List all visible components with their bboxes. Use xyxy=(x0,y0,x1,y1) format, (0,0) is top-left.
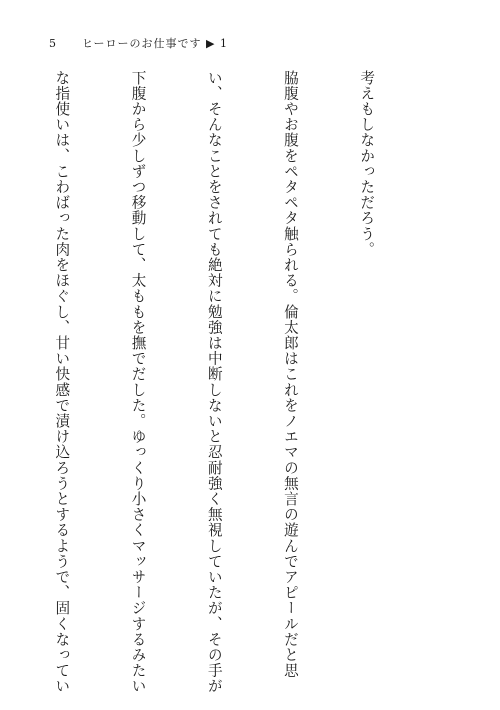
running-head xyxy=(49,37,228,51)
page-number: 5 xyxy=(49,37,56,50)
text-line: 脇腹やお腹をペタペタ触られる。倫太郎はこれをノエマの無言の遊んでアピールだと思 xyxy=(281,70,299,679)
body-text xyxy=(0,70,430,694)
text-line: 考えもしなかっただろう。 xyxy=(358,70,376,258)
text-line: い、そんなことをされても絶対に勉強は中断しないと忍耐強く無視していたが、その手が xyxy=(205,70,223,694)
text-line: 下腹から少しずつ移動して、太ももを撫でだした。ゆっくり小さくマッサージするみたい xyxy=(129,70,147,694)
text-line: な指使いは、こわばった肉をほぐし、甘い快感で漬け込ろうとするようで、固くなってい xyxy=(53,70,71,694)
chapter-title: ヒーローのお仕事です ▶ 1 xyxy=(82,37,229,50)
